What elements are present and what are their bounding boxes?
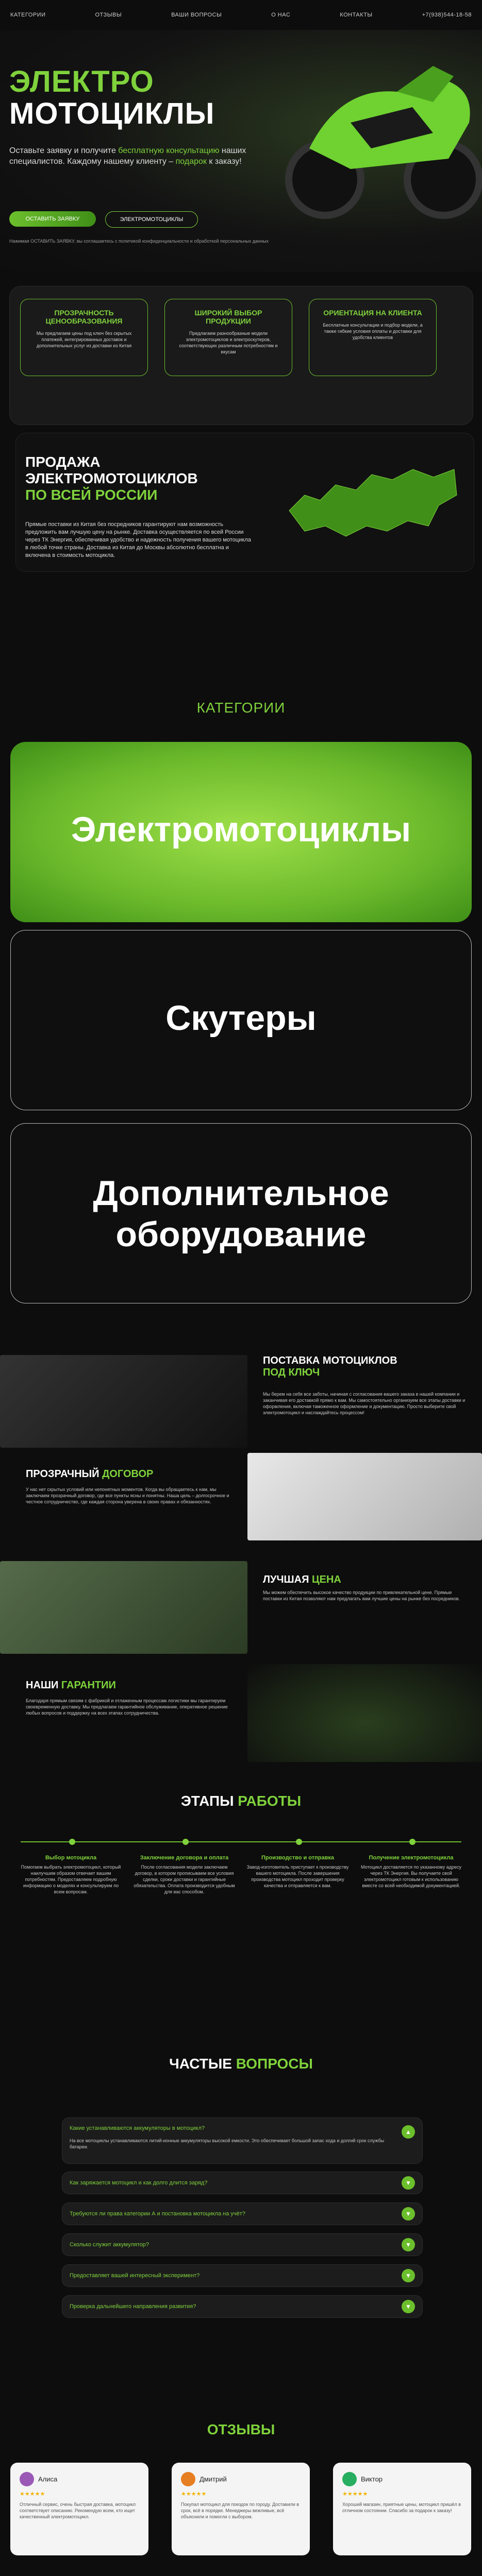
hero-title: ЭЛЕКТРО МОТОЦИКЛЫ bbox=[9, 65, 215, 130]
category-label: Скутеры bbox=[165, 998, 317, 1038]
step-item: Производство и отправка Завод-изготовитель приступает к производству вашего мотоцикла. После завершения производства мотоцикл проходит проверку качества и отправляется к вам. bbox=[246, 1855, 349, 1888]
avatar bbox=[342, 2472, 357, 2486]
feature-title: ПРОЗРАЧНОСТЬ ЦЕНООБРАЗОВАНИЯ bbox=[45, 309, 123, 325]
hero-note: Нажимая ОСТАВИТЬ ЗАЯВКУ, вы соглашаетесь с политикой конфиденциальности и обработкой персональных данных bbox=[9, 239, 269, 244]
review-card: Алиса ★★★★★ Отличный сервис, очень быстрая доставка, мотоцикл соответствует описанию. Рекомендую всем, кто ищет качественный электромотоцикл. bbox=[10, 2463, 148, 2555]
feature-title: ШИРОКИЙ ВЫБОР ПРОДУКЦИИ bbox=[194, 309, 262, 325]
faq-item[interactable]: Предоставляет вашей интересный эксперимент? ▼ bbox=[62, 2264, 423, 2287]
price-text: Мы можем обеспечить высокое качество продукции по привлекательной цене. Прямые поставки из Китая позволяют нам предлагать вам лучшие цены на рынке без посредников. bbox=[263, 1590, 460, 1601]
faq-item[interactable]: Проверка дальнейшего направления развития? ▼ bbox=[62, 2295, 423, 2318]
hero bbox=[0, 30, 482, 272]
features-box bbox=[9, 286, 473, 425]
chevron-down-icon[interactable]: ▼ bbox=[402, 2207, 415, 2221]
chevron-down-icon[interactable]: ▼ bbox=[402, 2300, 415, 2313]
top-nav bbox=[0, 0, 482, 30]
guarantee-text: Благодаря прямым связям с фабрикой и отлаженным процессам логистики мы гарантируем своевременную доставку. Мы предлагаем гарантийное обслуживание, оперативное решение любых вопросов и поддержку на всех этапах сотрудничества. bbox=[26, 1698, 228, 1716]
nav-questions[interactable]: ВАШИ ВОПРОСЫ bbox=[171, 12, 222, 18]
contract-title: ПРОЗРАЧНЫЙ ДОГОВОР bbox=[26, 1468, 154, 1480]
nav-phone[interactable]: +7(938)544-18-58 bbox=[422, 12, 472, 18]
category-motorcycles[interactable] bbox=[10, 742, 472, 922]
chevron-down-icon[interactable]: ▼ bbox=[402, 2269, 415, 2282]
rating-stars-icon: ★★★★★ bbox=[20, 2491, 45, 2497]
faq-answer: На все мотоциклы устанавливаются литий-ионные аккумуляторы высокой емкости. Это обеспечивает большой запас хода и долгий срок службы батареи. bbox=[70, 2138, 385, 2149]
nav-reviews[interactable]: ОТЗЫВЫ bbox=[95, 12, 122, 18]
faq-heading: ЧАСТЫЕ ВОПРОСЫ bbox=[169, 2056, 313, 2072]
chevron-up-icon[interactable]: ▲ bbox=[402, 2125, 415, 2139]
russia-delivery bbox=[0, 433, 482, 654]
category-label: Электромотоциклы bbox=[71, 810, 411, 849]
category-scooters[interactable] bbox=[10, 930, 472, 1110]
faq-item[interactable]: Какие устанавливаются аккумуляторы в мотоцикл? ▲ На все мотоциклы устанавливаются литий-ионные аккумуляторы высокой емкости. Это обеспечивает большой запас хода и долгий срок службы батареи. bbox=[62, 2117, 423, 2164]
work-steps bbox=[0, 1783, 482, 2050]
hero-lead: Оставьте заявку и получите бесплатную консультацию наших специалистов. Каждому нашему клиенту – подарок к заказу! bbox=[9, 146, 246, 166]
contract-text: У нас нет скрытых условий или непонятных моментов. Когда вы обращаетесь к нам, мы заключаем прозрачный договор, где все пункты ясны и понятны. Наша цель – долгосрочное и честное сотрудничество, где каждая сторона уверена в своих правах и обязанностях. bbox=[26, 1487, 229, 1504]
feature-card bbox=[20, 299, 148, 376]
guarantee-title: НАШИ ГАРАНТИИ bbox=[26, 1680, 116, 1691]
feature-card bbox=[164, 299, 292, 376]
contract-photo bbox=[247, 1453, 482, 1540]
reviews bbox=[0, 2421, 482, 2576]
hero-catalog-button[interactable]: ЭЛЕКТРОМОТОЦИКЛЫ bbox=[105, 211, 198, 228]
russia-text: Прямые поставки из Китая без посредников гарантируют нам возможность предложить вам лучшую цену на рынке. Доставка осуществляется по всей России через ТК Энергия, обеспечивая удобство и надежность получения вашего мотоцикла в любой точке страны. Доставка из Китая до Москвы абсолютно бесплатна и включена в стоимость мотоцикла. bbox=[25, 521, 251, 558]
steps-heading: ЭТАПЫ РАБОТЫ bbox=[180, 1793, 302, 1809]
russia-title: ПРОДАЖА ЭЛЕКТРОМОТОЦИКЛОВ ПО ВСЕЙ РОССИИ bbox=[25, 454, 198, 503]
review-card: Виктор ★★★★★ Хороший магазин, приятные цены, мотоцикл пришёл в отличном состоянии. Спасибо за подарок к заказу! bbox=[333, 2463, 471, 2555]
features bbox=[0, 286, 482, 456]
russia-box bbox=[15, 433, 474, 572]
feature-title: ОРИЕНТАЦИЯ НА КЛИЕНТА bbox=[323, 309, 422, 317]
chevron-down-icon[interactable]: ▼ bbox=[402, 2238, 415, 2251]
motorcycle-image bbox=[278, 45, 482, 231]
avatar bbox=[181, 2472, 195, 2486]
step-item: Получение электромотоцикла Мотоцикл доставляется по указанному адресу через ТК Энергия. Вы получаете свой электромотоцикл готовым к использованию вместе со всей необходимой документацией. bbox=[360, 1855, 462, 1888]
nav-about[interactable]: О НАС bbox=[271, 12, 291, 18]
russia-map-icon bbox=[284, 449, 459, 557]
hero-request-button[interactable]: ОСТАВИТЬ ЗАЯВКУ bbox=[9, 211, 96, 227]
faq-item[interactable]: Как заряжается мотоцикл и как долго длится заряд? ▼ bbox=[62, 2172, 423, 2194]
nav-contacts[interactable]: КОНТАКТЫ bbox=[340, 12, 373, 18]
rating-stars-icon: ★★★★★ bbox=[342, 2491, 368, 2497]
delivery-text: Мы берем на себя все заботы, начиная с согласования вашего заказа в нашей компании и заканчивая его доставкой прямо к вам. Мы самостоятельно организуем все этапы доставки и оформления, включая таможенное оформление и документацию. Просто выберите свой электромотоцикл и наслаждайтесь процессом! bbox=[263, 1392, 466, 1415]
faq-item[interactable]: Сколько служит аккумулятор? ▼ bbox=[62, 2233, 423, 2256]
step-item: Заключение договора и оплата После согласования модели заключаем договор, в котором прописываем все условия сделки, сроки доставки и гарантийные обязательства. Оплата производится удобным для вас способом. bbox=[134, 1855, 235, 1894]
feature-text: Бесплатные консультации и подбор модели, а также гибкие условия оплаты и доставки для удобства клиентов bbox=[323, 323, 423, 340]
category-equipment[interactable] bbox=[10, 1123, 472, 1303]
review-card: Дмитрий ★★★★★ Покупал мотоцикл для поездок по городу. Доставили в срок, всё в порядке. Менеджеры вежливые, всё объяснили и помогли с выбором. bbox=[172, 2463, 310, 2555]
step-item: Выбор мотоцикла Помогаем выбрать электромотоцикл, который наилучшим образом отвечает вашим потребностям. Предоставляем подробную информацию о моделях и консультируем по всем вопросам. bbox=[21, 1855, 121, 1894]
motorcycle-photo bbox=[0, 1355, 247, 1448]
reviews-heading: ОТЗЫВЫ bbox=[207, 2421, 275, 2437]
faq-item[interactable]: Требуются ли права категории А и постановка мотоцикла на учёт? ▼ bbox=[62, 2202, 423, 2225]
money-photo bbox=[0, 1561, 247, 1654]
advantages-grid bbox=[0, 1314, 482, 1777]
rating-stars-icon: ★★★★★ bbox=[181, 2491, 207, 2497]
faq bbox=[0, 2056, 482, 2416]
nav-categories[interactable]: КАТЕГОРИИ bbox=[10, 12, 46, 18]
rider-photo bbox=[247, 1664, 482, 1762]
delivery-title: ПОСТАВКА МОТОЦИКЛОВ ПОД КЛЮЧ bbox=[263, 1355, 397, 1378]
avatar bbox=[20, 2472, 34, 2486]
feature-text: Мы предлагаем цены под ключ без скрытых платежей, интегрированных доставок и дополнительных услуг из доставки из Китая bbox=[36, 331, 132, 348]
category-label: Дополнительное оборудование bbox=[93, 1174, 389, 1254]
feature-text: Предлагаем разнообразные модели электромотоциклов и электроскутеров, соответствующих различным потребностям и вкусам bbox=[179, 331, 278, 354]
steps-timeline bbox=[21, 1834, 461, 1850]
chevron-down-icon[interactable]: ▼ bbox=[402, 2176, 415, 2190]
feature-card bbox=[309, 299, 437, 376]
categories-heading: КАТЕГОРИИ bbox=[196, 700, 286, 716]
price-title: ЛУЧШАЯ ЦЕНА bbox=[263, 1574, 341, 1585]
